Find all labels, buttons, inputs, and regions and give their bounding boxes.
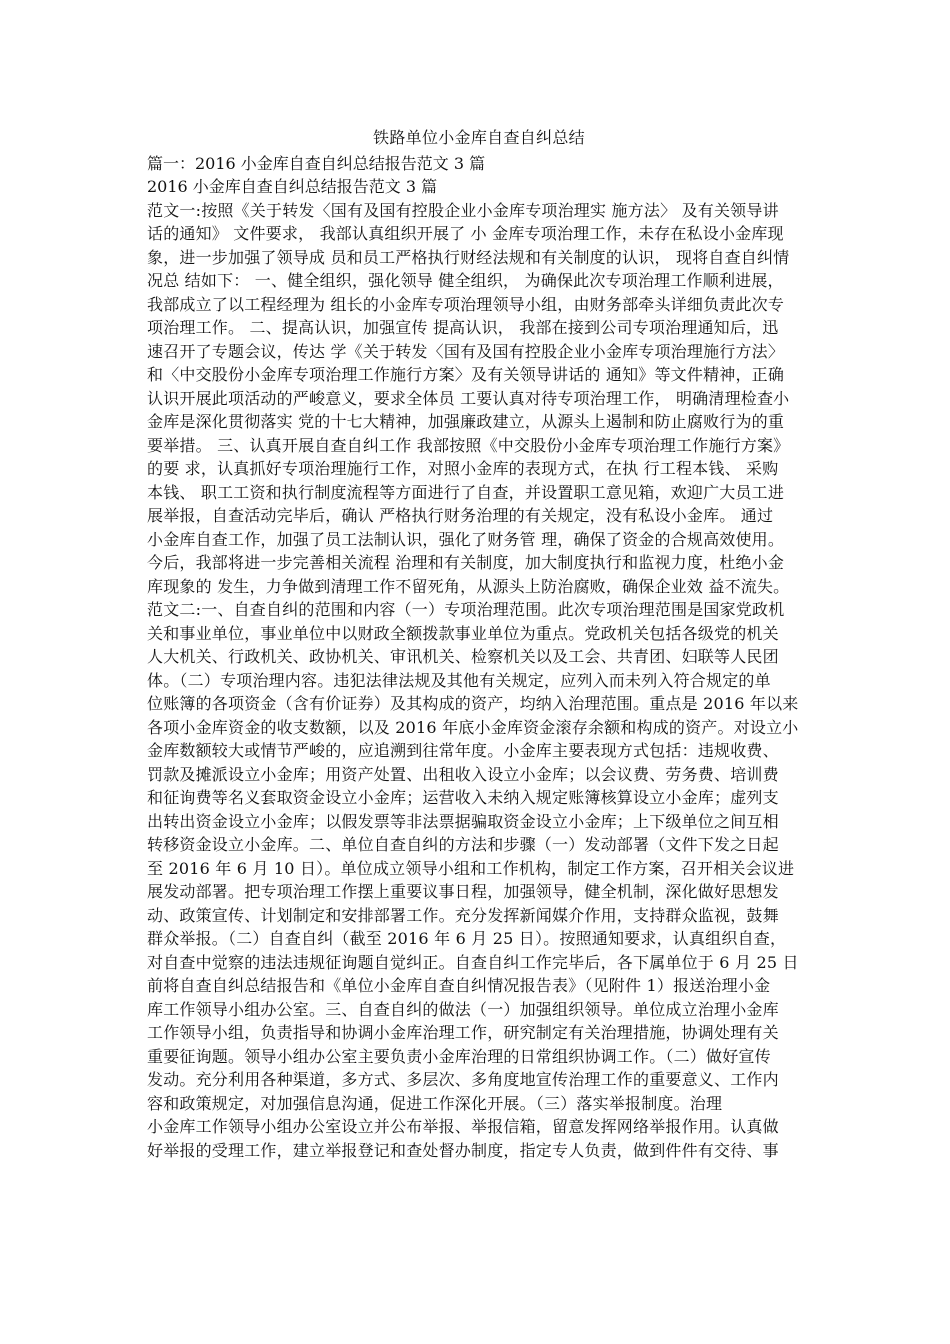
body-line: 项治理工作。 二、提高认识，加强宣传 提高认识， 我部在接到公司专项治理通知后，迅	[147, 318, 779, 337]
body-line: 我部成立了以工程经理为 组长的小金库专项治理领导小组，由财务部牵头详细负责此次专	[147, 294, 785, 314]
body-line: 库现象的 发生，力争做到清理工作不留死角，从源头上防治腐败，确保企业效 益不流失。	[147, 576, 790, 596]
body-line: 前将自查自纠总结报告和《单位小金库自查自纠情况报告表》（见附件 1）报送治理小金	[147, 976, 771, 995]
body-line: 话的通知》 文件要求， 我部认真组织开展了 小 金库专项治理工作，未存在私设小金库现	[147, 224, 784, 243]
body-line: 动、政策宣传、计划制定和安排部署工作。充分发挥新闻媒介作用，支持群众监视，鼓舞	[147, 905, 779, 925]
body-line: 关和事业单位，事业单位中以财政全额拨款事业单位为重点。党政机关包括各级党的机关	[147, 623, 779, 643]
body-line: 容和政策规定，对加强信息沟通，促进工作深化开展。（三）落实举报制度。治理	[147, 1093, 723, 1113]
body-line: 工作领导小组，负责指导和协调小金库治理工作，研究制定有关治理措施，协调处理有关	[147, 1023, 779, 1042]
body-line: 库工作领导小组办公室。三、自查自纠的做法（一）加强组织领导。单位成立治理小金库	[147, 999, 779, 1019]
body-line: 体。（二）专项治理内容。违犯法律法规及其他有关规定，应列入而未列入符合规定的单	[147, 670, 771, 690]
body-line: 的要 求，认真抓好专项治理施行工作，对照小金库的表现方式，在执 行工程本钱、 采购	[147, 459, 779, 478]
body-line: 范文二:一、自查自纠的范围和内容（一）专项治理范围。此次专项治理范围是国家党政机	[147, 600, 785, 619]
body-line: 至 2016 年 6 月 10 日）。单位成立领导小组和工作机构，制定工作方案，召开相关会议进	[147, 858, 795, 878]
body-line: 今后，我部将进一步完善相关流程 治理和有关制度，加大制度执行和监视力度，杜绝小金	[147, 553, 785, 572]
body-line: 要举措。 三、认真开展自查自纠工作 我部按照《中交股份小金库专项治理工作施行方案》	[147, 435, 790, 455]
body-line: 展发动部署。把专项治理工作摆上重要议事日程，加强领导，健全机制，深化做好思想发	[147, 882, 779, 901]
body-line: 和〈中交股份小金库专项治理工作施行方案〉及有关领导讲话的 通知》等文件精神，正确	[147, 365, 785, 384]
body-line: 罚款及摊派设立小金库；用资产处置、出租收入设立小金库；以会议费、劳务费、培训费	[147, 764, 779, 784]
body-line: 范文一:按照《关于转发〈国有及国有控股企业小金库专项治理实 施方法〉 及有关领导讲	[147, 200, 779, 220]
body-line: 展举报，自查活动完毕后，确认 严格执行财务治理的有关规定，没有私设小金库。 通过	[147, 506, 774, 525]
body-text	[147, 199, 811, 1163]
document-title: 铁路单位小金库自查自纠总结	[373, 128, 585, 147]
heading-1: 篇一：2016 小金库自查自纠总结报告范文 3 篇	[147, 153, 486, 173]
body-line: 群众举报。（二）自查自纠（截至 2016 年 6 月 25 日）。按照通知要求，认真组织自查，	[147, 929, 787, 948]
body-line: 和征询费等名义套取资金设立小金库；运营收入未纳入规定账簿核算设立小金库；虚列支	[147, 788, 779, 807]
body-line: 好举报的受理工作，建立举报登记和查处督办制度，指定专人负责，做到件件有交待、事	[147, 1140, 779, 1160]
body-line: 况总 结如下： 一、健全组织，强化领导 健全组织， 为确保此次专项治理工作顺利进展，	[147, 271, 784, 290]
body-line: 转移资金设立小金库。二、单位自查自纠的方法和步骤（一）发动部署（文件下发之日起	[147, 835, 779, 854]
body-line: 重要征询题。领导小组办公室主要负责小金库治理的日常组织协调工作。（二）做好宣传	[147, 1046, 771, 1066]
heading-2: 2016 小金库自查自纠总结报告范文 3 篇	[147, 177, 438, 196]
body-line: 金库是深化贯彻落实 党的十七大精神，加强廉政建立，从源头上遏制和防止腐败行为的重	[147, 412, 785, 431]
body-line: 认识开展此项活动的严峻意义，要求全体员 工要认真对待专项治理工作， 明确清理检查小	[147, 388, 790, 408]
body-line: 金库数额较大或情节严峻的，应追溯到往常年度。小金库主要表现方式包括：违规收费、	[147, 741, 779, 760]
body-line: 小金库工作领导小组办公室设立并公布举报、举报信箱，留意发挥网络举报作用。认真做	[147, 1117, 779, 1136]
body-line: 本钱、 职工工资和执行制度流程等方面进行了自查，并设置职工意见箱，欢迎广大员工进	[147, 482, 785, 502]
document-page	[147, 126, 811, 1162]
body-line: 象，进一步加强了领导成 员和员工严格执行财经法规和有关制度的认识， 现将自查自纠情	[147, 247, 790, 267]
body-line: 发动。充分利用各种渠道，多方式、多层次、多角度地宣传治理工作的重要意义、工作内	[147, 1070, 779, 1089]
body-line: 小金库自查工作，加强了员工法制认识，强化了财务管 理，确保了资金的合规高效使用。	[147, 529, 785, 549]
body-line: 速召开了专题会议，传达 学《关于转发〈国有及国有控股企业小金库专项治理施行方法〉	[147, 341, 785, 361]
body-line: 对自查中觉察的违法违规征询题自觉纠正。自查自纠工作完毕后，各下属单位于 6 月 25 日	[147, 952, 799, 972]
body-line: 人大机关、行政机关、政协机关、审讯机关、检察机关以及工会、共青团、妇联等人民团	[147, 647, 779, 666]
body-line: 出转出资金设立小金库；以假发票等非法票据骗取资金设立小金库；上下级单位之间互相	[147, 811, 779, 831]
body-line: 位账簿的各项资金（含有价证券）及其构成的资产，均纳入治理范围。重点是 2016 年以来	[147, 694, 799, 713]
body-line: 各项小金库资金的收支数额，以及 2016 年底小金库资金滚存余额和构成的资产。对设立小	[147, 717, 799, 737]
